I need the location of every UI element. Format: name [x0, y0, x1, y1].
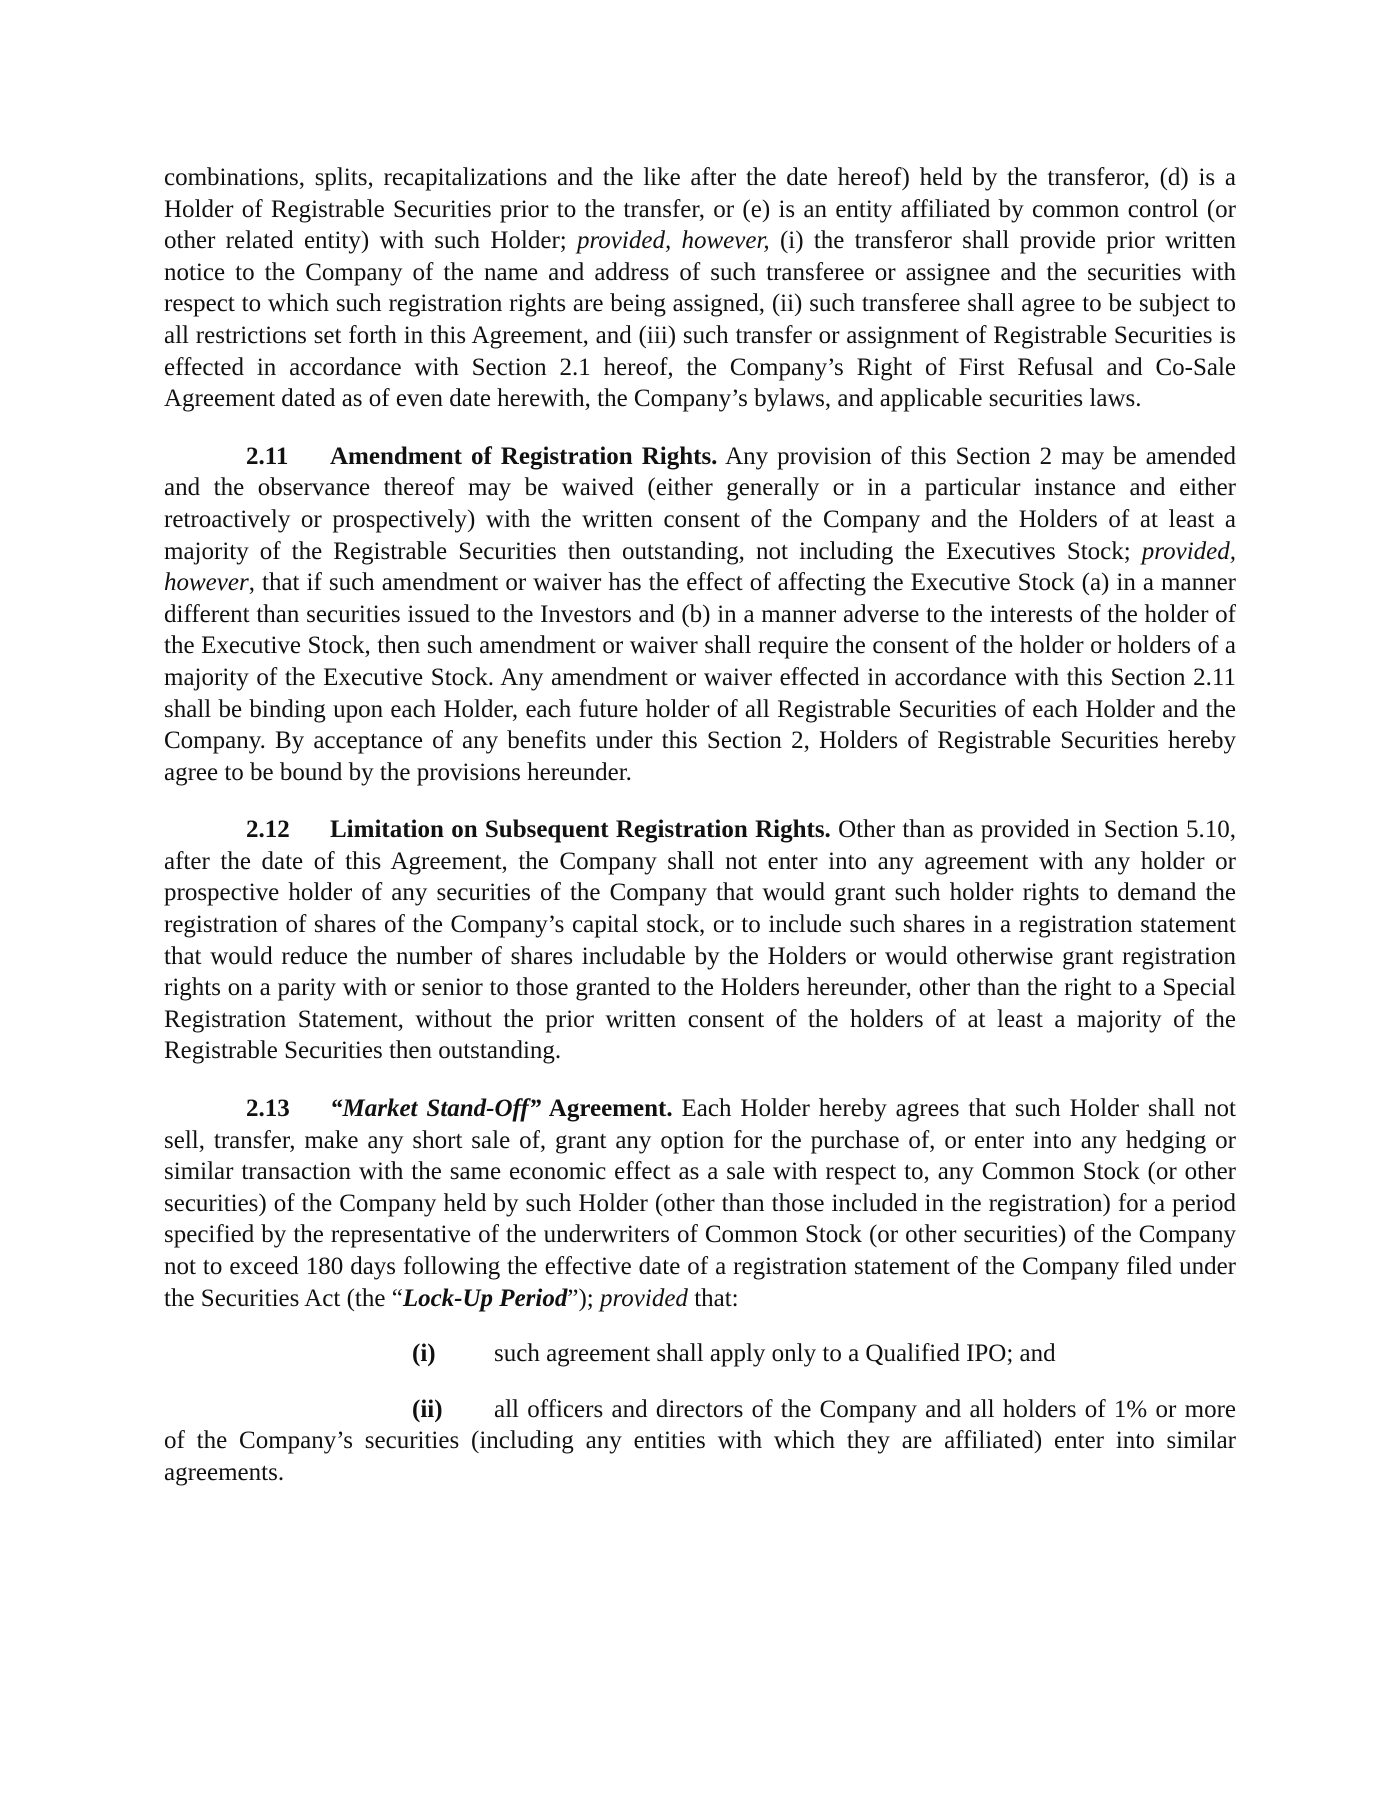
intro-text-a: combinations, splits, recapitalizations and the like after the date hereof) held by the transferor, (d) is a Holder of Registrable Securities prior to the transfer, or (e) is an entity affiliated by common control (or other related entity) with such Holder;: [164, 164, 1236, 255]
section-2-13: [164, 1093, 1236, 1314]
section-text-b: , that if such amendment or waiver has the effect of affecting the Executive Stock (a) in a manner different than securities issued to the Investors and (b) in a manner adverse to the interests of the holder of the Executive Stock, then such amendment or waiver shall require the consent of the holder or holders of a majority of the Executive Stock. Any amendment or waiver effected in accordance with this Section 2.11 shall be binding upon each Holder, each future holder of all Registrable Securities of each Holder and the Company. By acceptance of any benefits under this Section 2, Holders of Registrable Securities hereby agree to be bound by the provisions hereunder.: [164, 569, 1236, 786]
intro-text-b: (i) the transferor shall provide prior written notice to the Company of the name and address of such transferee or assignee and the securities with respect to which such registration rights are being assigned, (ii) such transferee shall agree to be subject to all restrictions set forth in this Agreement, and (iii) such transfer or assignment of Registrable Securities is effected in accordance with Section 2.1 hereof, the Company’s Right of First Refusal and Co-Sale Agreement dated as of even date herewith, the Company’s bylaws, and applicable securities laws.: [164, 227, 1236, 413]
list-item-i: [164, 1338, 1236, 1370]
defined-term-lock-up-period: Lock-Up Period: [402, 1284, 568, 1312]
section-2-12: [164, 814, 1236, 1067]
section-title: Amendment of Registration Rights.: [330, 442, 718, 470]
section-provided-however: provided, however: [164, 537, 1236, 597]
section-text-a: Each Holder hereby agrees that such Holder shall not sell, transfer, make any short sale of, grant any option for the purchase of, or enter into any hedging or similar transaction with the same economic effect as a sale with respect to, any Common Stock (or other securities) of the Company held by such Holder (other than those included in the registration) for a period specified by the representative of the underwriters of Common Stock (or other securities) of the Company not to exceed 180 days following the effective date of a registration statement of the Company filed under the Securities Act (the “: [164, 1095, 1236, 1312]
section-title-rest: Agreement.: [541, 1095, 673, 1123]
intro-provided-however: provided, however,: [577, 227, 770, 255]
list-item-label: (ii): [412, 1395, 443, 1423]
section-text-b: ”);: [567, 1284, 600, 1312]
section-number: 2.12: [246, 816, 290, 844]
section-text-c: that:: [687, 1284, 739, 1312]
document-page: [164, 162, 1236, 1489]
section-number: 2.11: [246, 442, 289, 470]
list-item-ii: [164, 1394, 1236, 1489]
list-item-text: such agreement shall apply only to a Qualified IPO; and: [494, 1340, 1056, 1368]
section-text-a: Any provision of this Section 2 may be amended and the observance thereof may be waived (either generally or in a particular instance and either retroactively or prospectively) with the written consent of the Company and the Holders of at least a majority of the Registrable Securities then outstanding, not including the Executives Stock;: [164, 442, 1236, 565]
list-item-label: (i): [412, 1340, 436, 1368]
section-title-italic: “Market Stand-Off”: [330, 1095, 542, 1123]
intro-paragraph: [164, 162, 1236, 415]
section-text: Other than as provided in Section 5.10, after the date of this Agreement, the Company shall not enter into any agreement with any holder or prospective holder of any securities of the Company that would grant such holder rights to demand the registration of shares of the Company’s capital stock, or to include such shares in a registration statement that would reduce the number of shares includable by the Holders or would otherwise grant registration rights on a parity with or senior to those granted to the Holders hereunder, other than the right to a Special Registration Statement, without the prior written consent of the holders of at least a majority of the Registrable Securities then outstanding.: [164, 816, 1236, 1065]
section-2-11: [164, 441, 1236, 789]
section-number: 2.13: [246, 1095, 290, 1123]
list-item-text: all officers and directors of the Company and all holders of 1% or more of the Company’s securities (including any entities with which they are affiliated) enter into similar agreements.: [164, 1395, 1236, 1486]
section-title: Limitation on Subsequent Registration Rights.: [330, 816, 831, 844]
section-provided: provided: [599, 1284, 688, 1312]
